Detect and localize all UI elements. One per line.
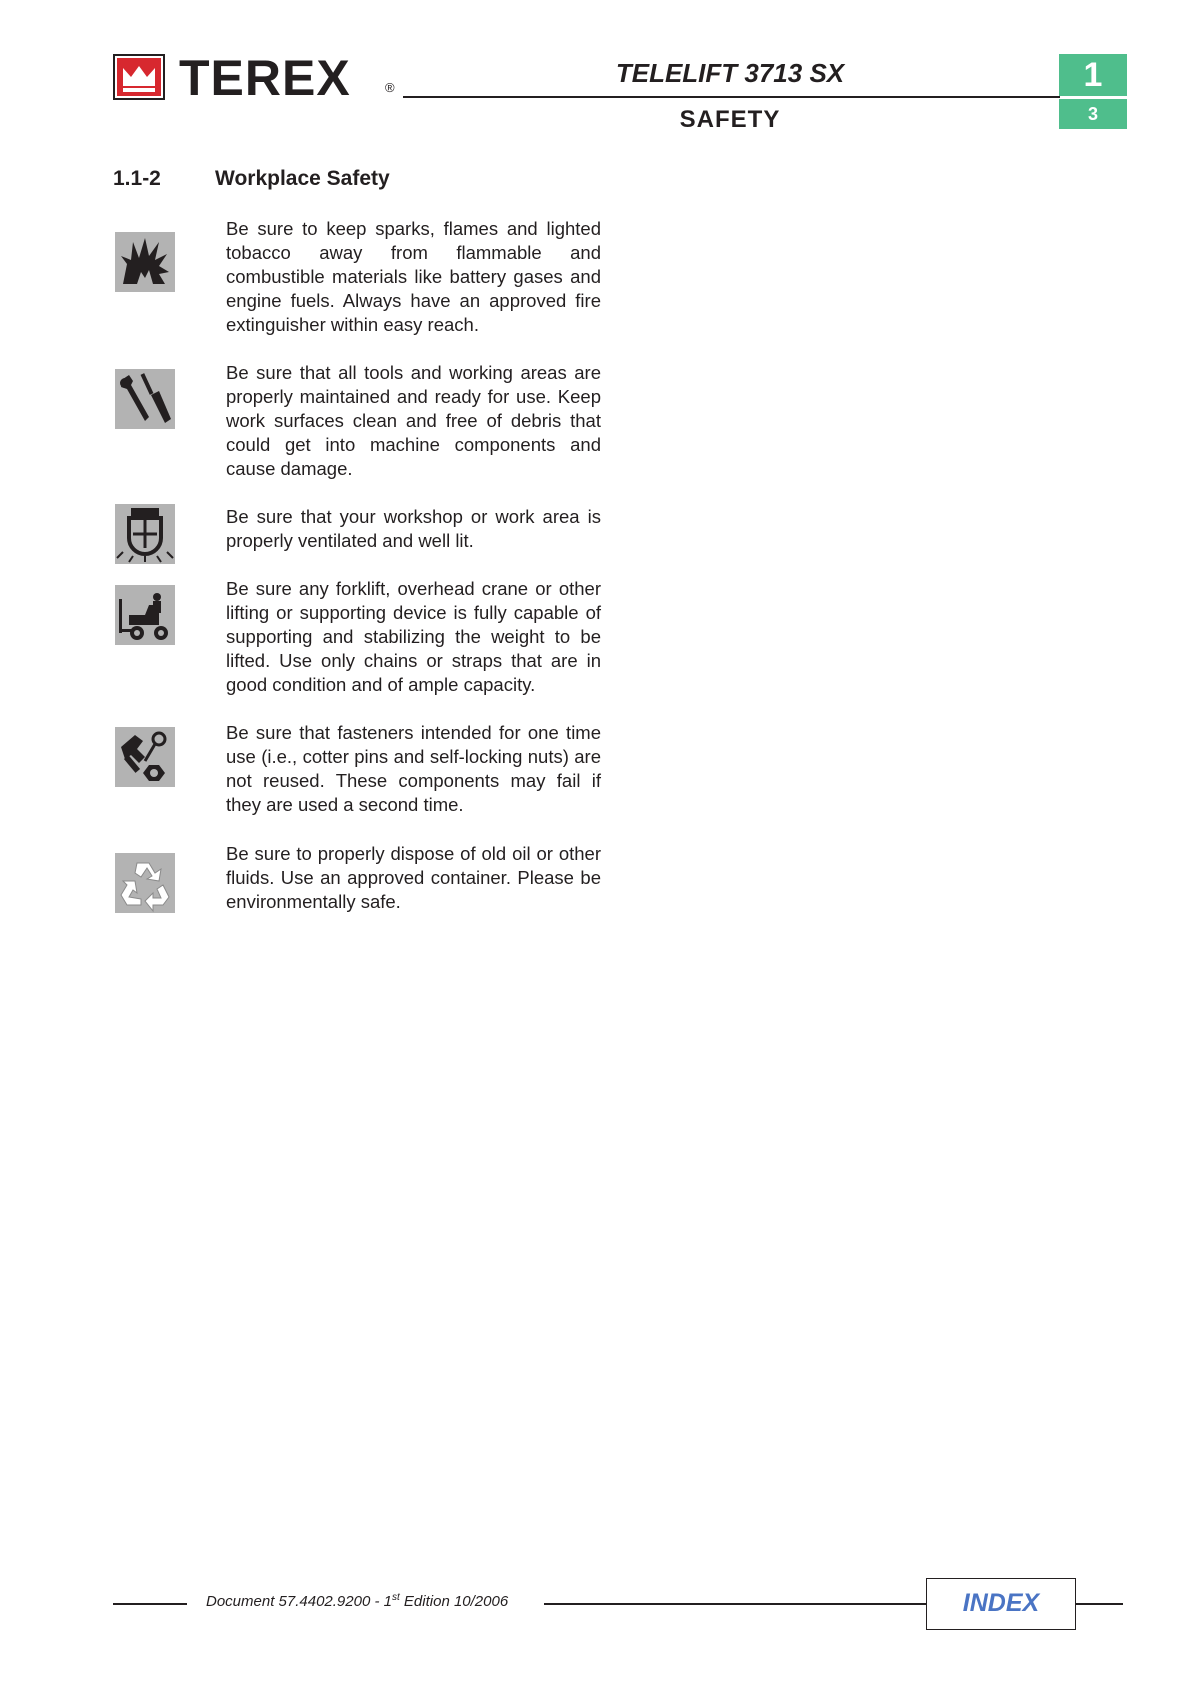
- registered-mark: ®: [385, 80, 395, 95]
- forklift-icon: [115, 585, 175, 645]
- section-title: Workplace Safety: [215, 167, 390, 190]
- crown-logo-icon: [113, 54, 165, 100]
- safety-item-3-text: Be sure that your workshop or work area is properly ventilated and well lit.: [226, 506, 601, 551]
- explosion-icon: [115, 232, 175, 292]
- safety-item-1-text: Be sure to keep sparks, flames and lighted tobacco away from flammable and combustible materials like battery gases and engine fuels. Always have an approved fire extinguisher within easy reach.: [226, 218, 601, 335]
- footer-document-reference: [206, 1587, 508, 1613]
- footer-edition: Edition 10/2006: [399, 1593, 509, 1610]
- footer-divider-left: [113, 1603, 187, 1605]
- safety-item-5-text: Be sure that fasteners intended for one time use (i.e., cotter pins and self-locking nuts) are not reused. These components may fail if they are used a second time.: [226, 722, 601, 815]
- section-number: 1.1-2: [113, 167, 161, 190]
- footer-divider-middle: [544, 1603, 927, 1605]
- recycle-icon: [115, 853, 175, 913]
- chapter-tab: 1: [1059, 54, 1127, 96]
- tools-icon: [115, 369, 175, 429]
- ventilation-light-icon: [115, 504, 175, 564]
- safety-item-4-text: Be sure any forklift, overhead crane or other lifting or supporting device is fully capable of supporting and stabilizing the weight to be lifted. Use only chains or straps that are in good condition and of ample capacity.: [226, 578, 601, 695]
- footer-edition-superscript: st: [391, 1592, 400, 1603]
- section-heading: SAFETY: [679, 106, 781, 133]
- page-number-tab: 3: [1059, 99, 1127, 129]
- footer-divider-right: [1076, 1603, 1123, 1605]
- document-title: TELELIFT 3713 SX: [615, 58, 845, 88]
- header-divider: [403, 96, 1060, 98]
- fasteners-icon: [115, 727, 175, 787]
- footer-doc-number: Document 57.4402.9200 - 1: [206, 1593, 392, 1610]
- index-button[interactable]: INDEX: [926, 1578, 1076, 1630]
- safety-item-6-text: Be sure to properly dispose of old oil or other fluids. Use an approved container. Please be environmentally safe.: [226, 843, 601, 912]
- brand-name: TEREX: [179, 50, 351, 106]
- terex-logo: [113, 50, 403, 106]
- safety-item-2-text: Be sure that all tools and working areas are properly maintained and ready for use. Keep work surfaces clean and free of debris that could get into machine components and cause damage.: [226, 362, 601, 479]
